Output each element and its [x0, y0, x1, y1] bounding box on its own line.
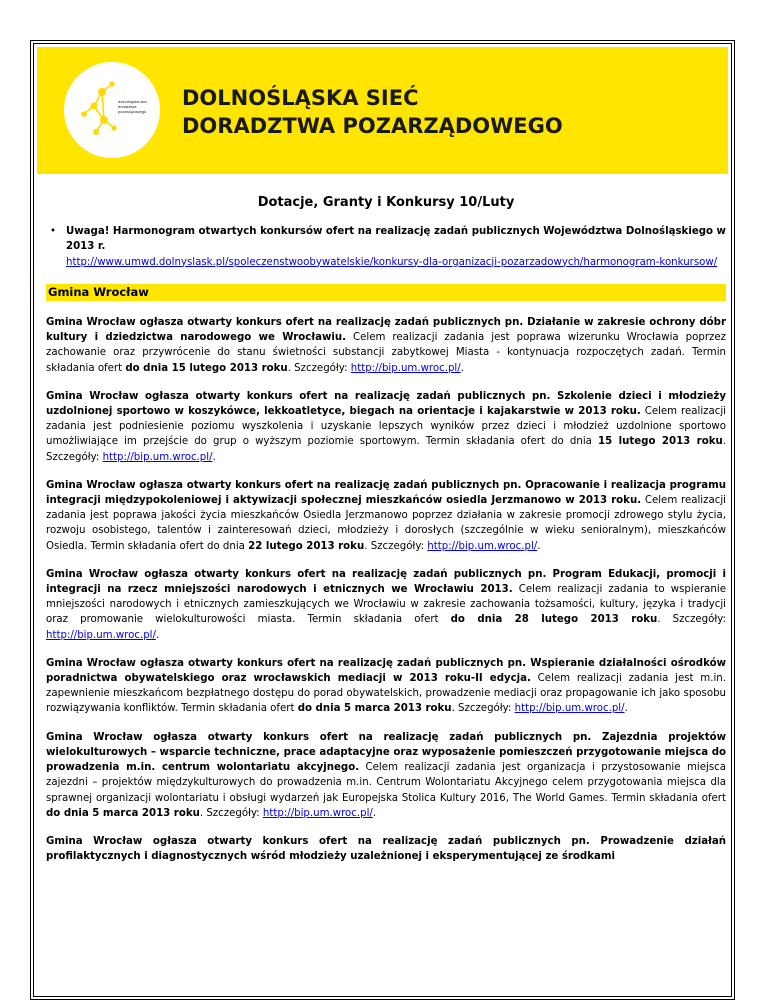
entry-title: Gmina Wrocław ogłasza otwarty konkurs ofert na realizację zadań publicznych pn. Wspieranie działalności ośrodków poradnictwa obywatelskiego oraz wrocławskich mediacji w 2013 roku-II edycja.: [46, 657, 726, 685]
entry-title: Gmina Wrocław ogłasza otwarty konkurs ofert na realizację zadań publicznych pn. Program Edukacji, promocji i integracji na rzecz mniejszości narodowych i etnicznych we Wrocławiu 2013.: [46, 568, 726, 596]
entry-description: Celem realizacji zadania jest poprawa jakości życia mieszkańców Osiedla Jerzmanowo poprzez działania w zakresie promocji zdrowego stylu życia, rozwoju osobistego, talentów i zainteresowań dzieci, młodzieży i dorosłych (szczególnie w wieku senioralnym), mieszkańców Osiedla. Termin składania ofert do dnia: [46, 495, 726, 552]
announcement-entry: [46, 834, 726, 864]
entry-details-label: . Szczegóły:: [451, 703, 515, 715]
entry-end: .: [460, 362, 464, 374]
entry-end: .: [155, 629, 160, 641]
entry-end: .: [624, 703, 628, 715]
entry-deadline: 15 lutego 2013 roku: [598, 436, 723, 448]
entry-details-label: . Szczegóły:: [46, 436, 726, 463]
announcement-entry: [46, 389, 726, 465]
announcement-entry: [46, 567, 726, 643]
entry-link[interactable]: http://bip.um.wroc.pl/: [102, 451, 213, 463]
entry-link[interactable]: http://bip.um.wroc.pl/: [427, 540, 538, 552]
document-body: [46, 195, 726, 877]
notice-item: [46, 224, 726, 270]
entry-deadline: do dnia 5 marca 2013 roku: [46, 807, 200, 819]
entry-end: .: [537, 540, 541, 552]
entry-title: Gmina Wrocław ogłasza otwarty konkurs ofert na realizację zadań publicznych pn. Działanie w zakresie ochrony dóbr kultury i dziedzictwa narodowego we Wrocławiu.: [46, 317, 726, 344]
notice-text: Uwaga! Harmonogram otwartych konkursów ofert na realizację zadań publicznych Województwa Dolnośląskiego w 2013 r.: [66, 226, 726, 253]
entry-description: Celem realizacji zadania jest m.in. zapewnienie mieszkańcom bezpłatnego dostępu do porad obywatelskich, prowadzenie mediacji oraz propagowanie ich jako sposobu rozwiązywania konfliktów. Termin składania ofert: [46, 673, 726, 715]
entry-description: Celem realizacji zadania jest poprawa wizerunku Wrocławia poprzez zachowanie oraz przywrócenie do stanu świetności substancji zabytkowej Miasta - kontynuacja rozpoczętych zadań. Termin składania ofert: [46, 332, 726, 374]
announcement-entry: [46, 478, 726, 554]
logo-caption: dolnośląska sieć doradztwa pozarządowego: [118, 99, 148, 114]
banner-title-line2: DORADZTWA POZARZĄDOWEGO: [182, 114, 563, 138]
entry-description: Celem realizacji zadania jest organizacja i przystosowanie miejsca zajezdni – projektów międzykulturowych do prowadzenia m.in. Centrum Wolontariatu Akcyjnego celem przygotowania miejsca dla sprawnej organizacji wolontariatu i obsługi wydarzeń jak Europejska Stolica Kultury 2016, The World Games. Termin składania ofert: [46, 762, 726, 804]
entry-link[interactable]: http://bip.um.wroc.pl/: [262, 807, 373, 819]
entry-details-label: . Szczegóły:: [364, 540, 428, 552]
entry-link[interactable]: http://bip.um.wroc.pl/: [350, 362, 461, 374]
entry-end: .: [212, 451, 216, 463]
entry-deadline: do dnia 28 lutego 2013 roku: [450, 614, 658, 626]
section-heading: Gmina Wrocław: [46, 284, 726, 301]
entry-link[interactable]: http://bip.um.wroc.pl/: [46, 629, 156, 641]
entry-title: Gmina Wrocław ogłasza otwarty konkurs ofert na realizację zadań publicznych pn. Opracowanie i realizacja programu integracji międzypokoleniowej i aktywizacji społecznej mieszkańców osiedla Jerzmanowo w 2013 roku.: [46, 479, 726, 507]
announcement-entry: [46, 315, 726, 376]
entry-title: Gmina Wrocław ogłasza otwarty konkurs ofert na realizację zadań publicznych pn. Zajezdnia projektów wielokulturowych – wsparcie techniczne, prace adaptacyjne oraz wyposażenie pomieszczeń przygotowanie miejsca do prowadzenia m.in. centrum wolontariatu akcyjnego.: [46, 731, 726, 774]
entry-end: .: [372, 807, 377, 819]
entry-deadline: do dnia 5 marca 2013 roku: [297, 703, 452, 715]
entry-details-label: . Szczegóły:: [657, 614, 726, 626]
bullet-icon: •: [50, 226, 57, 238]
entry-deadline: do dnia 15 lutego 2013 roku: [125, 362, 288, 374]
entry-details-label: . Szczegóły:: [287, 362, 351, 374]
entries-list: [46, 315, 726, 864]
document-title: Dotacje, Granty i Konkursy 10/Luty: [257, 195, 515, 210]
announcement-entry: [46, 656, 726, 717]
entry-details-label: . Szczegóły:: [199, 807, 263, 819]
banner-title: [182, 84, 563, 140]
entry-description: Celem realizacji zadania jest podniesienie poziomu wyszkolenia i uzyskanie lepszych wyników przez dzieci i młodzież uzdolnione sportowo umożliwiające im przejście do grup o wyższym poziomie sportowym. Termin składania ofert do dnia: [46, 406, 727, 448]
entry-link[interactable]: http://bip.um.wroc.pl/: [514, 703, 625, 715]
entry-deadline: 22 lutego 2013 roku: [248, 540, 365, 552]
entry-title: Gmina Wrocław ogłasza otwarty konkurs ofert na realizację zadań publicznych pn. Szkolenie dzieci i młodzieży uzdolnionej sportowo w koszykówce, lekkoatletyce, biegach na orientacje i kajakarstwie w 2013 roku.: [46, 390, 726, 418]
entry-description: Celem realizacji zadania to wspieranie mniejszości narodowych i etnicznych zamieszkujących we Wrocławiu w zakresie zachowania tożsamości, kultury, języka i tradycji oraz promowanie wielokulturowości miasta. Termin składania ofert: [46, 584, 726, 626]
announcement-entry: [46, 730, 726, 821]
banner-title-line1: DOLNOŚLĄSKA SIEĆ: [182, 86, 419, 110]
notice-link[interactable]: http://www.umwd.dolnyslask.pl/spoleczenstwoobywatelskie/konkursy-dla-organizacji-pozarzadowych/harmonogram-konkursow/: [66, 256, 718, 268]
entry-title: Gmina Wrocław ogłasza otwarty konkurs ofert na realizację zadań publicznych pn. Prowadzenie działań profilaktycznych i diagnostycznych wśród młodzieży uzależnionej i eksperymentującej ze środkami: [46, 835, 726, 863]
